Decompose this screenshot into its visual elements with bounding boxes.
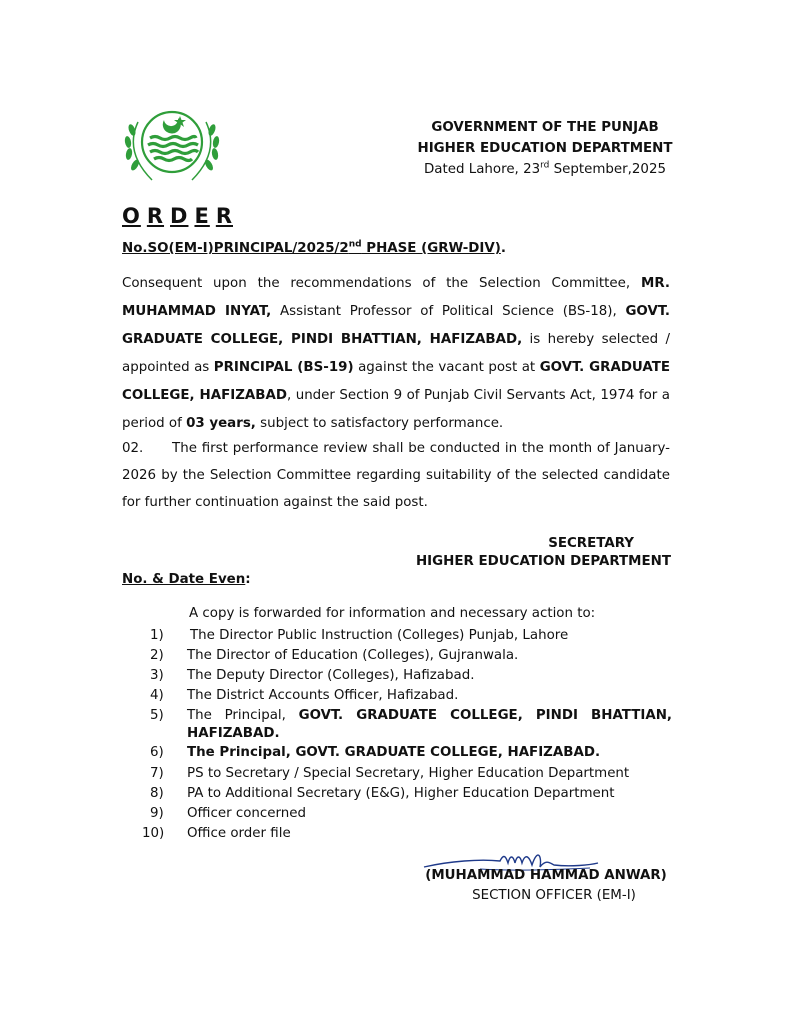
order-title (122, 204, 239, 228)
dated-text: Dated Lahore, 23 (424, 162, 541, 177)
order-letter: E (194, 204, 210, 228)
no-date-even: No. & Date Even: (122, 572, 251, 587)
order-letter: R (146, 204, 165, 228)
header-dated (380, 160, 710, 180)
signatory-name: (MUHAMMAD HAMMAD ANWAR) (425, 868, 667, 883)
copy-forward-intro: A copy is forwarded for information and necessary action to: (189, 606, 596, 621)
reference-tail: . (500, 241, 506, 256)
order-reference (122, 241, 506, 256)
order-paragraph-2: 02. The first performance review shall be conducted in the month of January-2026 by the Selection Committee regarding suitability of the selected candidate for further continuation against the said post. (122, 441, 670, 510)
dated-suffix: September,2025 (549, 162, 666, 177)
signatory-designation: SECTION OFFICER (EM-I) (472, 888, 636, 903)
secretary-signature-block (371, 535, 671, 571)
order-letter: R (215, 204, 233, 228)
order-letter: D (170, 204, 189, 228)
reference-sup: nd (348, 239, 362, 250)
secretary-department: HIGHER EDUCATION DEPARTMENT (415, 554, 671, 569)
paragraph-number: 02. (122, 441, 144, 456)
header-government: GOVERNMENT OF THE PUNJAB (431, 120, 659, 135)
order-letter: O (122, 204, 141, 228)
order-paragraph-1: Consequent upon the recommendations of the Selection Committee, MR. MUHAMMAD INYAT, Assistant Professor of Political Science (BS-18), GOVT. GRADUATE COLLEGE, PINDI BHATTIAN, HAFIZABAD, is hereby selected / appointed as PRINCIPAL (BS-19) against the vacant post at GOVT. GRADUATE COLLEGE, HAFIZABAD, under Section 9 of Punjab Civil Servants Act, 1974 for a period of 03 years, subject to satisfactory performance. (122, 276, 671, 431)
header-department: HIGHER EDUCATION DEPARTMENT (417, 141, 673, 156)
reference-text: No.SO(EM-I)PRINCIPAL/2025/2 (122, 241, 349, 256)
reference-suffix: PHASE (GRW-DIV) (361, 241, 501, 256)
punjab-government-logo (120, 100, 224, 188)
secretary-title: SECRETARY (548, 536, 634, 551)
dated-sup: rd (540, 160, 550, 171)
